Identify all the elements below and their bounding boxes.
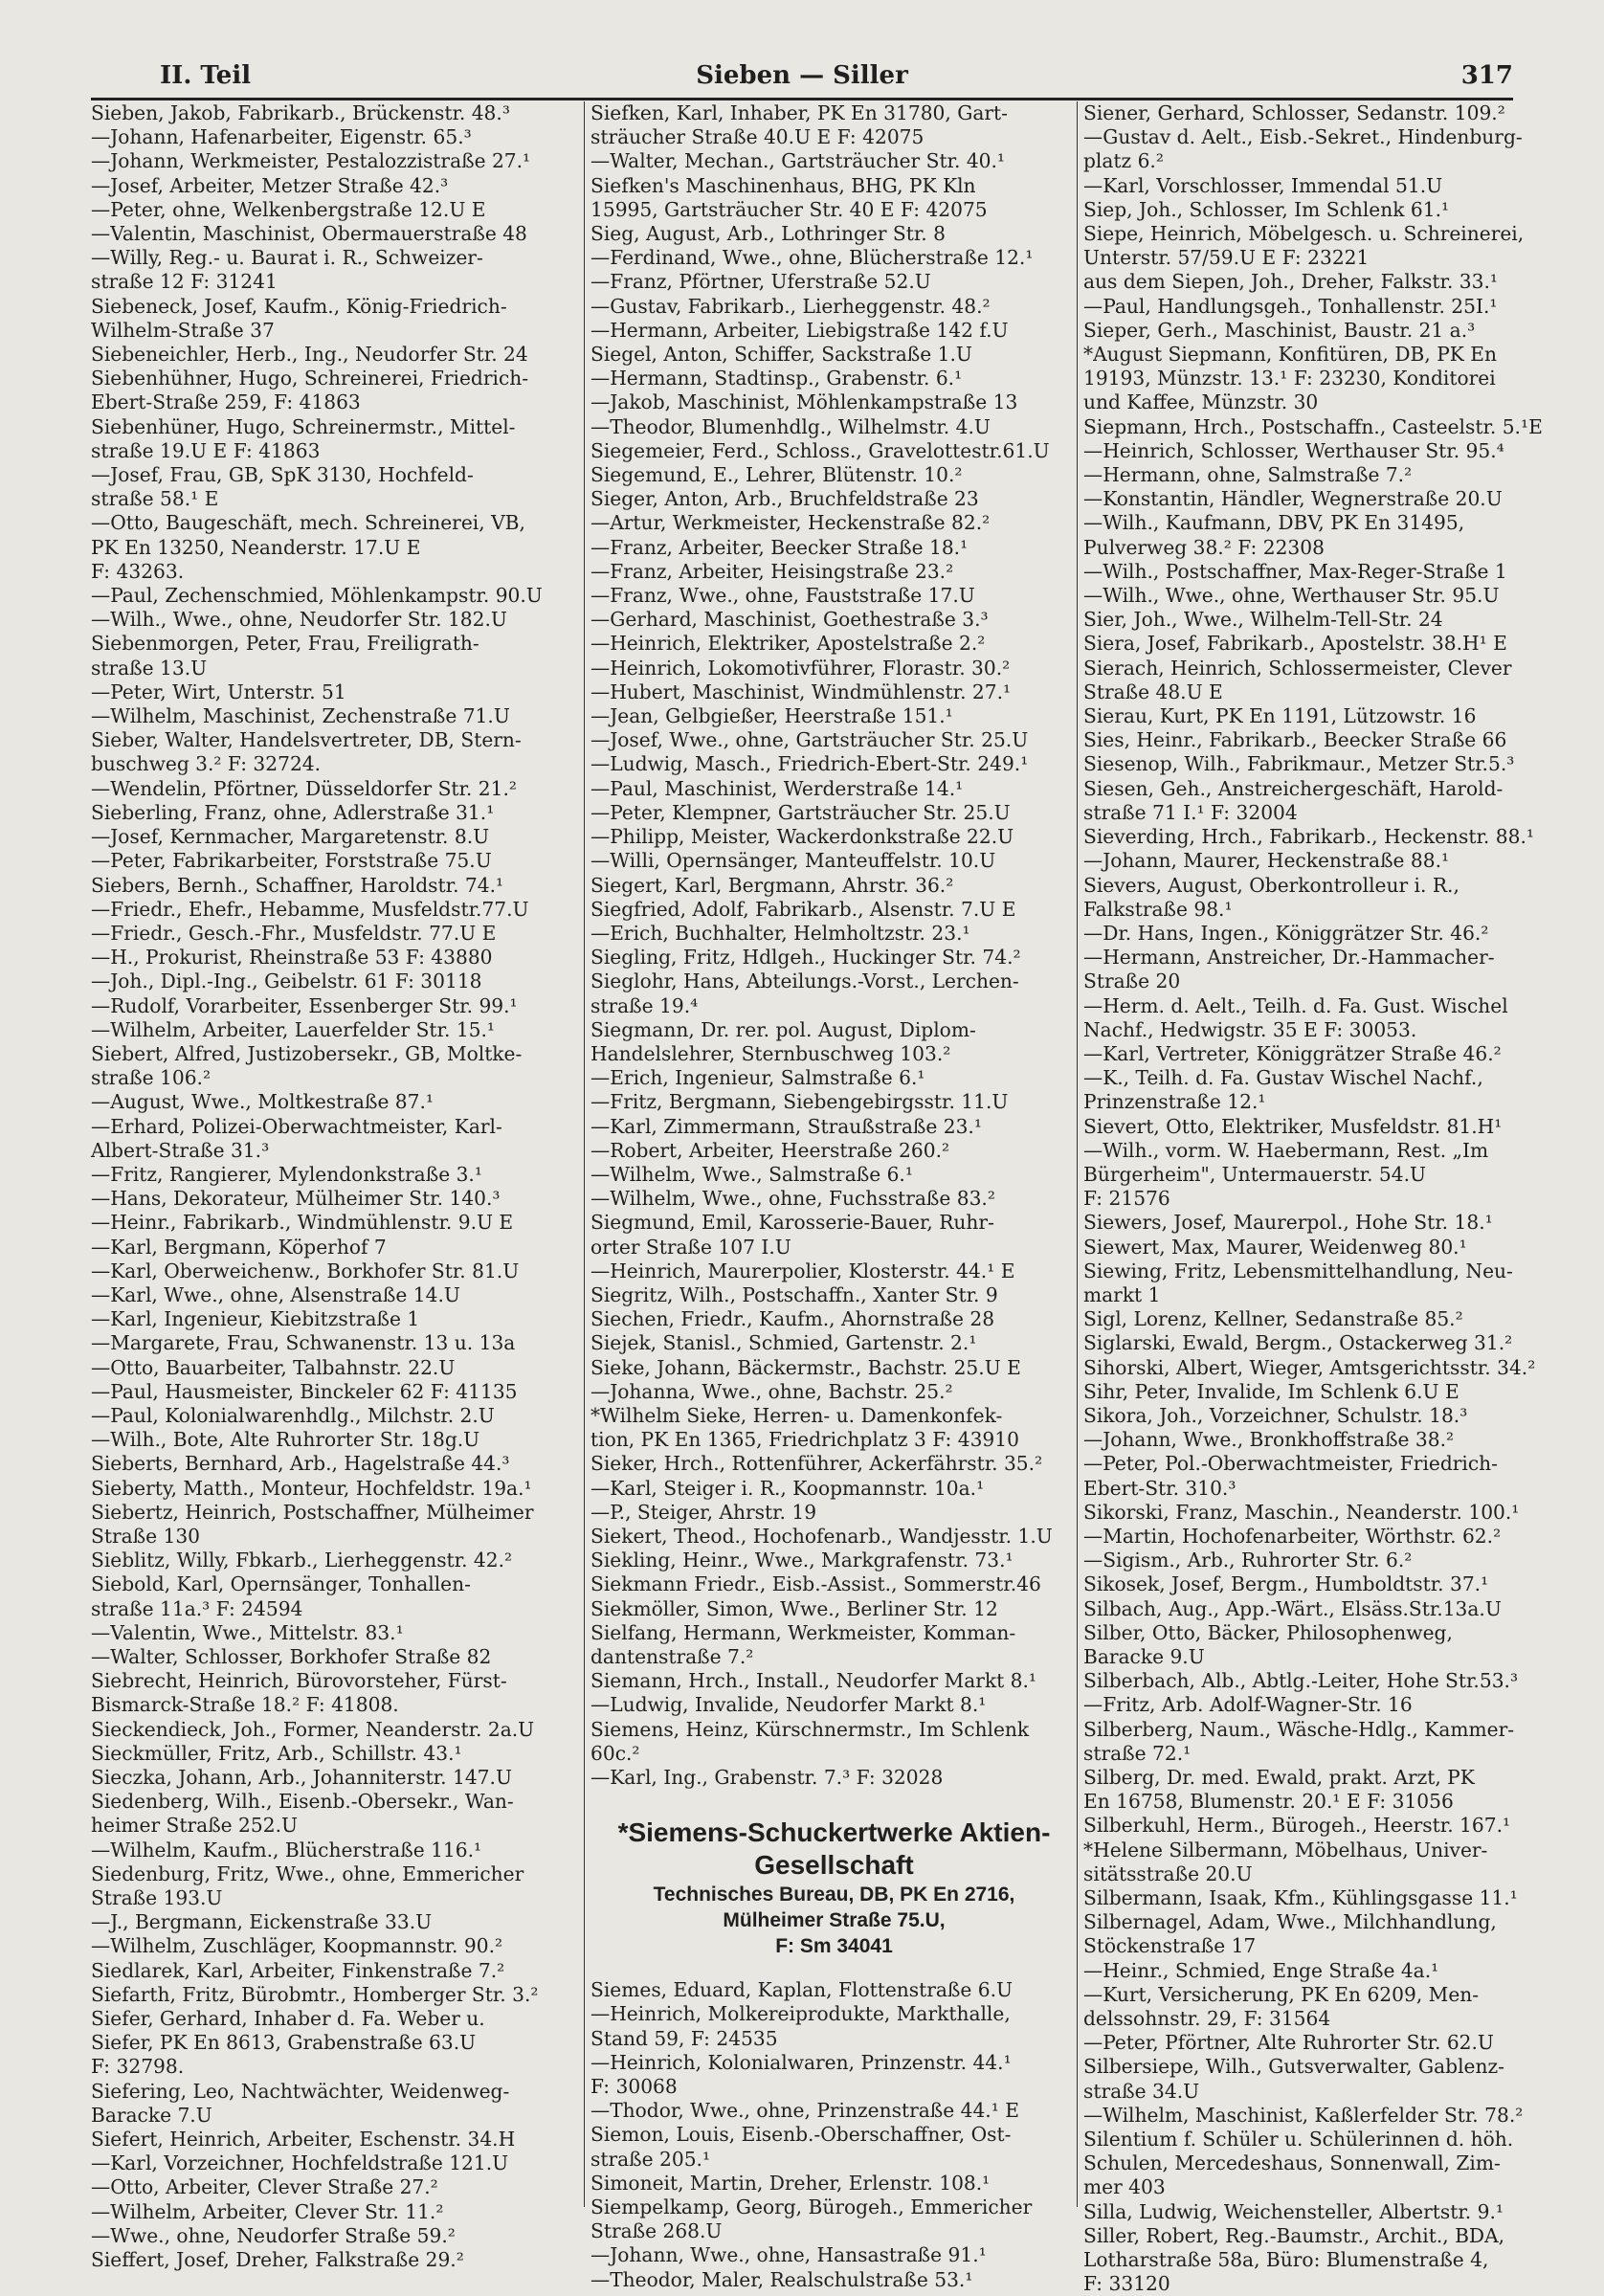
directory-entry-line: —Wilh., Bote, Alte Ruhrorter Str. 18g.U <box>91 1428 480 1452</box>
directory-entry-line: Sier, Joh., Wwe., Wilhelm-Tell-Str. 24 <box>1083 608 1443 632</box>
directory-entry-line: —Peter, Fabrikarbeiter, Forststraße 75.U <box>91 849 492 873</box>
directory-entry-line: —Erich, Buchhalter, Helmholtzstr. 23.¹ <box>590 921 970 945</box>
directory-entry-line: —Johanna, Wwe., ohne, Bachstr. 25.² <box>590 1379 953 1403</box>
directory-entry-line: —Gerhard, Maschinist, Goethestraße 3.³ <box>590 608 989 632</box>
directory-entry-line: Siebertz, Heinrich, Postschaffner, Mülheimer <box>91 1500 534 1524</box>
directory-entry-line: Siegmann, Dr. rer. pol. August, Diplom- <box>590 1017 976 1041</box>
directory-entry-line: Sigl, Lorenz, Kellner, Sedanstraße 85.² <box>1083 1307 1463 1331</box>
directory-entry-line: —Josef, Kernmacher, Margaretenstr. 8.U <box>91 825 490 849</box>
directory-entry-line: —Konstantin, Händler, Wegnerstraße 20.U <box>1083 487 1503 511</box>
directory-entry-line: —Philipp, Meister, Wackerdonkstraße 22.U <box>590 825 1014 849</box>
directory-entry-line: Silber, Otto, Bäcker, Philosophenweg, <box>1083 1620 1453 1644</box>
directory-entry-line: Siegemeier, Ferd., Schloss., Gravelottestr.61.U <box>590 438 1050 462</box>
directory-entry-line: —Valentin, Wwe., Mittelstr. 83.¹ <box>91 1620 404 1644</box>
column-1 <box>91 101 584 2272</box>
directory-entry-line: —Karl, Vorschlosser, Immendal 51.U <box>1083 173 1443 197</box>
directory-entry-line: Silbernagel, Adam, Wwe., Milchhandlung, <box>1083 1910 1497 1934</box>
directory-entry-line: Nachf., Hedwigstr. 35 E F: 30053. <box>1083 1017 1417 1041</box>
directory-entry-line: —Johann, Werkmeister, Pestalozzistraße 27.¹ <box>91 149 531 173</box>
directory-entry-line: —Karl, Ing., Grabenstr. 7.³ F: 32028 <box>590 1766 944 1790</box>
directory-entry-line: Siekert, Theod., Hochofenarb., Wandjesstr. 1.U <box>590 1524 1053 1548</box>
directory-entry-line: *Wilhelm Sieke, Herren- u. Damenkonfek- <box>590 1403 1003 1427</box>
directory-entry-line: —Friedr., Ehefr., Hebamme, Musfeldstr.77.U <box>91 897 529 921</box>
directory-entry-line: Siller, Robert, Reg.-Baumstr., Archit., BDA, <box>1083 2223 1505 2247</box>
directory-entry-line: —Friedr., Gesch.-Fhr., Musfeldstr. 77.U E <box>91 921 497 945</box>
directory-entry-line: Siesenop, Wilh., Fabrikmaur., Metzer Str.5.³ <box>1083 752 1515 776</box>
directory-entry-line: Straße 268.U <box>590 2219 723 2243</box>
directory-entry-line: —Walter, Mechan., Gartsträucher Str. 40.¹ <box>590 149 1006 173</box>
page-header <box>91 59 1513 100</box>
ad-line-1: Technisches Bureau, DB, PK En 2716, <box>653 1884 1015 1906</box>
directory-entry-line: Siegritz, Wilh., Postschaffn., Xanter Str. 9 <box>590 1282 998 1306</box>
directory-entry-line: —Otto, Baugeschäft, mech. Schreinerei, VB, <box>91 511 525 535</box>
directory-entry-line: —Heinrich, Schlosser, Werthauser Str. 95.⁴ <box>1083 438 1504 462</box>
directory-entry-line: Silberberg, Naum., Wäsche-Hdlg., Kammer- <box>1083 1717 1515 1741</box>
directory-entry-line: Siemes, Eduard, Kaplan, Flottenstraße 6.U <box>590 1978 1014 2002</box>
directory-entry-line: —Josef, Frau, GB, SpK 3130, Hochfeld- <box>91 463 474 487</box>
directory-entry-line: Siebeneck, Josef, Kaufm., König-Friedrich- <box>91 294 507 318</box>
directory-entry-line: Siebers, Bernh., Schaffner, Haroldstr. 74.¹ <box>91 873 504 897</box>
directory-entry-line: Siewing, Fritz, Lebensmittelhandlung, Neu- <box>1083 1259 1513 1282</box>
directory-entry-line: —Peter, Wirt, Unterstr. 51 <box>91 680 346 703</box>
directory-entry-line: Sierach, Heinrich, Schlossermeister, Clever <box>1083 656 1512 680</box>
directory-entry-line: Siedenburg, Fritz, Wwe., ohne, Emmericher <box>91 1861 524 1885</box>
directory-entry-line: —Theodor, Blumenhdlg., Wilhelmstr. 4.U <box>590 414 991 438</box>
directory-entry-line: Siemens, Heinz, Kürschnermstr., Im Schlenk <box>590 1717 1030 1741</box>
directory-entry-line: —Peter, Pförtner, Alte Ruhrorter Str. 62.U <box>1083 2031 1494 2055</box>
directory-entry-line: Sieczka, Johann, Arb., Johanniterstr. 147.U <box>91 1766 512 1790</box>
directory-entry-line: —Franz, Arbeiter, Heisingstraße 23.² <box>590 559 954 583</box>
directory-entry-line: Albert-Straße 31.³ <box>91 1138 270 1162</box>
directory-entry-line: —Gustav, Fabrikarb., Lierheggenstr. 48.² <box>590 294 991 318</box>
directory-entry-line: Siewers, Josef, Maurerpol., Hohe Str. 18.¹ <box>1083 1211 1493 1235</box>
directory-entry-line: Siepe, Heinrich, Möbelgesch. u. Schreinerei, <box>1083 222 1525 246</box>
directory-entry-line: —Willy, Reg.- u. Baurat i. R., Schweizer- <box>91 246 483 270</box>
directory-entry-line: —Hans, Dekorateur, Mülheimer Str. 140.³ <box>91 1187 501 1211</box>
directory-entry-line: —Wilhelm, Wwe., ohne, Fuchsstraße 83.² <box>590 1187 995 1211</box>
directory-entry-line: Ebert-Str. 310.³ <box>1083 1476 1236 1500</box>
directory-entry-line: straße 13.U <box>91 656 208 680</box>
directory-entry-line: Silberbach, Alb., Abtlg.-Leiter, Hohe Str.53.³ <box>1083 1669 1519 1693</box>
directory-entry-line: Siedenberg, Wilh., Eisenb.-Obersekr., Wan- <box>91 1790 514 1814</box>
directory-entry-line: —Heinr., Fabrikarb., Windmühlenstr. 9.U E <box>91 1211 514 1235</box>
directory-entry-line: Siefken's Maschinenhaus, BHG, PK Kln <box>590 173 976 197</box>
directory-entry-line: —Wilh., Wwe., ohne, Neudorfer Str. 182.U <box>91 608 507 632</box>
directory-entry-line: —Peter, ohne, Welkenbergstraße 12.U E <box>91 197 486 221</box>
directory-entry-line: —Paul, Maschinist, Werderstraße 14.¹ <box>590 776 964 800</box>
directory-entry-line: Siebold, Karl, Opernsänger, Tonhallen- <box>91 1572 471 1596</box>
directory-entry-line: —Karl, Ingenieur, Kiebitzstraße 1 <box>91 1307 420 1331</box>
directory-entry-line: Sieper, Gerh., Maschinist, Baustr. 21 a.³ <box>1083 318 1476 342</box>
directory-entry-line: —Heinrich, Molkereiprodukte, Markthalle, <box>590 2002 1011 2026</box>
directory-entry-line: Silberg, Dr. med. Ewald, prakt. Arzt, PK <box>1083 1766 1475 1790</box>
directory-entry-line: —Jean, Gelbgießer, Heerstraße 151.¹ <box>590 704 953 728</box>
section-label: II. Teil <box>160 61 252 90</box>
directory-entry-line: —Johann, Wwe., Bronkhoffstraße 38.² <box>1083 1428 1455 1452</box>
directory-entry-line: Sikorski, Franz, Maschin., Neanderstr. 100.¹ <box>1083 1500 1520 1524</box>
directory-entry-line: —Wendelin, Pförtner, Düsseldorfer Str. 21.² <box>91 776 517 800</box>
directory-entry-line: Siegfried, Adolf, Fabrikarb., Alsenstr. 7.U E <box>590 897 1016 921</box>
directory-entry-line: straße 71 I.¹ F: 32004 <box>1083 800 1298 824</box>
directory-entry-line: —K., Teilh. d. Fa. Gustav Wischel Nachf., <box>1083 1066 1483 1090</box>
directory-entry-line: Siekmann Friedr., Eisb.-Assist., Sommerstr.46 <box>590 1572 1041 1596</box>
directory-entry-line: —Wilh., vorm. W. Haebermann, Rest. „Im <box>1083 1138 1489 1162</box>
directory-entry-line: Baracke 7.U <box>91 2103 212 2127</box>
directory-entry-line: —Franz, Arbeiter, Beecker Straße 18.¹ <box>590 535 969 559</box>
directory-entry-line: Siebenhühner, Hugo, Schreinerei, Friedrich- <box>91 367 529 390</box>
directory-entry-line: —Erich, Ingenieur, Salmstraße 6.¹ <box>590 1066 925 1090</box>
directory-entry-line: Siep, Joh., Schlosser, Im Schlenk 61.¹ <box>1083 197 1450 221</box>
directory-entry-line: Falkstraße 98.¹ <box>1083 897 1233 921</box>
directory-entry-line: Siebenmorgen, Peter, Frau, Freiligrath- <box>91 632 479 656</box>
column-2 <box>584 101 1078 2291</box>
directory-entry-line: —Ludwig, Invalide, Neudorfer Markt 8.¹ <box>590 1693 987 1717</box>
directory-entry-line: —Gustav d. Aelt., Eisb.-Sekret., Hindenburg- <box>1083 125 1523 149</box>
directory-entry-line: Bismarck-Straße 18.² F: 41808. <box>91 1693 399 1717</box>
directory-entry-line: —Heinrich, Maurerpolier, Klosterstr. 44.¹ E <box>590 1259 1015 1282</box>
directory-entry-line: Sieberty, Matth., Monteur, Hochfeldstr. 19a.¹ <box>91 1476 532 1500</box>
directory-entry-line: —Wilhelm, Wwe., Salmstraße 6.¹ <box>590 1162 913 1186</box>
directory-entry-line: —Rudolf, Vorarbeiter, Essenberger Str. 99.¹ <box>91 993 518 1017</box>
page-title: Sieben — Siller <box>696 61 908 90</box>
directory-entry-line: F: 43263. <box>91 559 185 583</box>
directory-entry-line: —Karl, Bergmann, Köperhof 7 <box>91 1235 387 1259</box>
directory-entry-line: F: 32798. <box>91 2055 185 2079</box>
directory-entry-line: Siefken, Karl, Inhaber, PK En 31780, Gart- <box>590 101 1008 124</box>
directory-entry-line: Siekling, Heinr., Wwe., Markgrafenstr. 73.¹ <box>590 1549 1014 1572</box>
directory-entry-line: F: 21576 <box>1083 1187 1170 1211</box>
directory-entry-line: 19193, Münzstr. 13.¹ F: 23230, Konditorei <box>1083 367 1496 390</box>
directory-entry-line: —Heinrich, Lokomotivführer, Florastr. 30.² <box>590 656 1011 680</box>
directory-entry-line: —Karl, Vertreter, Königgrätzer Straße 46.² <box>1083 1041 1502 1065</box>
directory-entry-line: —Wilh., Kaufmann, DBV, PK En 31495, <box>1083 511 1465 535</box>
directory-entry-line: —Johann, Hafenarbeiter, Eigenstr. 65.³ <box>91 125 472 149</box>
directory-entry-line: —Heinrich, Elektriker, Apostelstraße 2.² <box>590 632 986 656</box>
directory-entry-line: Baracke 9.U <box>1083 1645 1205 1668</box>
directory-entry-line: Silbermann, Isaak, Kfm., Kühlingsgasse 11.¹ <box>1083 1886 1518 1910</box>
directory-entry-line: straße 34.U <box>1083 2079 1200 2103</box>
directory-entry-line: —Dr. Hans, Ingen., Königgrätzer Str. 46.² <box>1083 921 1489 945</box>
directory-entry-line: —Hermann, ohne, Salmstraße 7.² <box>1083 463 1413 487</box>
ad-line-2: Mülheimer Straße 75.U, <box>723 1909 946 1932</box>
directory-entry-line: straße 205.¹ <box>590 2147 711 2171</box>
directory-entry-line: heimer Straße 252.U <box>91 1814 299 1838</box>
directory-entry-line: 60c.² <box>590 1741 640 1765</box>
directory-entry-line: —Robert, Arbeiter, Heerstraße 260.² <box>590 1138 950 1162</box>
directory-entry-line: Siener, Gerhard, Schlosser, Sedanstr. 109.² <box>1083 101 1505 124</box>
directory-entry-line: Sielfang, Hermann, Werkmeister, Komman- <box>590 1620 1016 1644</box>
directory-entry-line: Siemann, Hrch., Install., Neudorfer Markt 8.¹ <box>590 1669 1037 1693</box>
directory-entry-line: Siejek, Stanisl., Schmied, Gartenstr. 2.¹ <box>590 1331 977 1355</box>
ad-title: *Siemens-Schuckertwerke Aktien-Gesellschaft <box>617 1817 1051 1881</box>
directory-entry-line: —Paul, Handlungsgeh., Tonhallenstr. 25I.¹ <box>1083 294 1498 318</box>
directory-entry-line: F: 30068 <box>590 2075 678 2099</box>
directory-entry-line: —Peter, Klempner, Gartsträucher Str. 25.U <box>590 800 1011 824</box>
directory-entry-line: straße 12 F: 31241 <box>91 270 278 294</box>
directory-entry-line: Siebert, Alfred, Justizobersekr., GB, Moltke- <box>91 1041 523 1065</box>
directory-entry-line: aus dem Siepen, Joh., Dreher, Falkstr. 33.¹ <box>1083 270 1498 294</box>
directory-entry-line: —Thodor, Wwe., ohne, Prinzenstraße 44.¹ E <box>590 2099 1019 2123</box>
directory-entry-line: Sieberling, Franz, ohne, Adlerstraße 31.¹ <box>91 800 495 824</box>
directory-entry-line: —H., Prokurist, Rheinstraße 53 F: 43880 <box>91 946 493 970</box>
directory-entry-line: Sieffert, Josef, Dreher, Falkstraße 29.² <box>91 2248 464 2272</box>
directory-entry-line: Simoneit, Martin, Dreher, Erlenstr. 108.¹ <box>590 2171 991 2195</box>
directory-entry-line: Siefert, Heinrich, Arbeiter, Eschenstr. 34.H <box>91 2128 516 2151</box>
directory-entry-line: —Herm. d. Aelt., Teilh. d. Fa. Gust. Wischel <box>1083 993 1508 1017</box>
directory-entry-line: —J., Bergmann, Eickenstraße 33.U <box>91 1910 433 1934</box>
directory-entry-line: Wilhelm-Straße 37 <box>91 318 275 342</box>
directory-entry-line: Siempelkamp, Georg, Bürogeh., Emmericher <box>590 2196 1033 2219</box>
directory-entry-line: —Karl, Zimmermann, Straußstraße 23.¹ <box>590 1114 982 1138</box>
directory-entry-line: Sieker, Hrch., Rottenführer, Ackerfährstr. 35.² <box>590 1452 1043 1476</box>
directory-entry-line: Sieberts, Bernhard, Arb., Hagelstraße 44.³ <box>91 1452 510 1476</box>
directory-entry-line: —Wilhelm, Arbeiter, Clever Str. 11.² <box>91 2199 444 2223</box>
directory-entry-line: *August Siepmann, Konfitüren, DB, PK En <box>1083 343 1498 367</box>
directory-entry-line: Siewert, Max, Maurer, Weidenweg 80.¹ <box>1083 1235 1467 1259</box>
siemens-advertisement <box>590 1817 1078 1959</box>
directory-entry-line: —Karl, Oberweichenw., Borkhofer Str. 81.U <box>91 1259 520 1282</box>
directory-entry-line: —Wilhelm, Zuschläger, Koopmannstr. 90.² <box>91 1934 503 1958</box>
directory-entry-line: —Heinrich, Kolonialwaren, Prinzenstr. 44.¹ <box>590 2050 1012 2074</box>
directory-entry-line: Sieckmüller, Fritz, Arb., Schillstr. 43.¹ <box>91 1741 462 1765</box>
directory-entry-line: straße 19.U E F: 41863 <box>91 438 321 462</box>
directory-entry-line: Stand 59, F: 24535 <box>590 2026 778 2050</box>
directory-entry-line: —Joh., Dipl.-Ing., Geibelstr. 61 F: 30118 <box>91 970 482 993</box>
directory-entry-line: tion, PK En 1365, Friedrichplatz 3 F: 43910 <box>590 1428 1019 1452</box>
directory-entry-line: Siechen, Friedr., Kaufm., Ahornstraße 28 <box>590 1307 995 1331</box>
directory-entry-line: —P., Steiger, Ahrstr. 19 <box>590 1500 817 1524</box>
directory-entry-line: Silbersiepe, Wilh., Gutsverwalter, Gablenz- <box>1083 2055 1504 2079</box>
directory-entry-line: Straße 20 <box>1083 970 1181 993</box>
directory-entry-line: straße 72.¹ <box>1083 1741 1192 1765</box>
directory-entry-line: platz 6.² <box>1083 149 1164 173</box>
directory-entry-line: Siegel, Anton, Schiffer, Sackstraße 1.U <box>590 343 972 367</box>
directory-entry-line: Sieke, Johann, Bäckermstr., Bachstr. 25.U E <box>590 1355 1021 1379</box>
directory-entry-line: —Wilhelm, Maschinist, Kaßlerfelder Str. 78.² <box>1083 2103 1524 2127</box>
directory-entry-line: und Kaffee, Münzstr. 30 <box>1083 390 1319 414</box>
directory-entry-line: Straße 193.U <box>91 1886 223 1910</box>
directory-entry-line: Siegert, Karl, Bergmann, Ahrstr. 36.² <box>590 873 954 897</box>
directory-entry-line: —Hubert, Maschinist, Windmühlenstr. 27.¹ <box>590 680 1012 703</box>
directory-entry-line: Sieglohr, Hans, Abteilungs.-Vorst., Lerchen- <box>590 970 1019 993</box>
directory-entry-line: —Wilh., Wwe., ohne, Werthauser Str. 95.U <box>1083 584 1500 608</box>
directory-entry-line: —Fritz, Arb. Adolf-Wagner-Str. 16 <box>1083 1693 1413 1717</box>
directory-entry-line: Handelslehrer, Sternbuschweg 103.² <box>590 1041 951 1065</box>
directory-entry-line: Sievers, August, Oberkontrolleur i. R., <box>1083 873 1459 897</box>
directory-entry-line: straße 19.⁴ <box>590 993 699 1017</box>
directory-entry-line: *Helene Silbermann, Möbelhaus, Univer- <box>1083 1838 1488 1861</box>
directory-entry-line: —Franz, Wwe., ohne, Fauststraße 17.U <box>590 584 975 608</box>
directory-entry-line: Siedlarek, Karl, Arbeiter, Finkenstraße 7.² <box>91 1958 505 1982</box>
directory-entry-line: —Walter, Schlosser, Borkhofer Straße 82 <box>91 1645 492 1668</box>
directory-entry-line: —Willi, Opernsänger, Manteuffelstr. 10.U <box>590 849 996 873</box>
directory-entry-line: —Kurt, Versicherung, PK En 6209, Men- <box>1083 1982 1480 2006</box>
directory-entry-line: mer 403 <box>1083 2175 1166 2199</box>
directory-entry-line: —Heinr., Schmied, Enge Straße 4a.¹ <box>1083 1958 1439 1982</box>
directory-entry-line: Siglarski, Ewald, Bergm., Ostackerweg 31.² <box>1083 1331 1513 1355</box>
directory-entry-line: —Peter, Pol.-Oberwachtmeister, Friedrich- <box>1083 1452 1499 1476</box>
directory-entry-line: Siegmund, Emil, Karosserie-Bauer, Ruhr- <box>590 1211 994 1235</box>
directory-entry-line: delssohnstr. 29, F: 31564 <box>1083 2007 1331 2031</box>
directory-entry-line: Siebenhüner, Hugo, Schreinermstr., Mittel- <box>91 414 516 438</box>
directory-entry-line: —Johann, Maurer, Heckenstraße 88.¹ <box>1083 849 1450 873</box>
directory-entry-line: Silentium f. Schüler u. Schülerinnen d. höh. <box>1083 2128 1514 2151</box>
directory-entry-line: —Valentin, Maschinist, Obermauerstraße 48 <box>91 222 527 246</box>
directory-entry-line: sträucher Straße 40.U E F: 42075 <box>590 125 925 149</box>
directory-entry-line: Siekmöller, Simon, Wwe., Berliner Str. 12 <box>590 1596 998 1620</box>
directory-entry-line: Pulverweg 38.² F: 22308 <box>1083 535 1325 559</box>
directory-entry-line: Sikora, Joh., Vorzeichner, Schulstr. 18.³ <box>1083 1403 1468 1427</box>
directory-entry-line: Sieblitz, Willy, Fbkarb., Lierheggenstr. 42.² <box>91 1549 513 1572</box>
directory-entry-line: Siefarth, Fritz, Bürobmtr., Homberger Str. 3.² <box>91 1982 539 2006</box>
directory-entry-line: —Ludwig, Masch., Friedrich-Ebert-Str. 249.¹ <box>590 752 1029 776</box>
directory-entry-line: —Wilhelm, Kaufm., Blücherstraße 116.¹ <box>91 1838 482 1861</box>
directory-entry-line: buschweg 3.² F: 32724. <box>91 752 322 776</box>
directory-entry-line: markt 1 <box>1083 1282 1161 1306</box>
directory-entry-line: Siegling, Fritz, Hdlgeh., Huckinger Str. 74.² <box>590 946 1021 970</box>
directory-entry-line: Straße 130 <box>91 1524 201 1548</box>
directory-entry-line: sitätsstraße 20.U <box>1083 1861 1253 1885</box>
directory-entry-line: Sievert, Otto, Elektriker, Musfeldstr. 81.H¹ <box>1083 1114 1503 1138</box>
directory-entry-line: —Paul, Hausmeister, Binckeler 62 F: 41135 <box>91 1379 518 1403</box>
directory-entry-line: —Karl, Steiger i. R., Koopmannstr. 10a.¹ <box>590 1476 985 1500</box>
directory-entry-line: —Ferdinand, Wwe., ohne, Blücherstraße 12.¹ <box>590 246 1034 270</box>
directory-entry-line: Siebeneichler, Herb., Ing., Neudorfer Str. 24 <box>91 343 528 367</box>
directory-entry-line: —Fritz, Rangierer, Mylendonkstraße 3.¹ <box>91 1162 482 1186</box>
directory-entry-line: Siebrecht, Heinrich, Bürovorsteher, Fürst- <box>91 1669 507 1693</box>
directory-entry-line: 15995, Gartsträucher Str. 40 E F: 42075 <box>590 197 988 221</box>
directory-entry-line: Siemon, Louis, Eisenb.-Oberschaffner, Ost- <box>590 2123 1012 2147</box>
directory-entry-line: —Wwe., ohne, Neudorfer Straße 59.² <box>91 2223 456 2247</box>
directory-entry-line: Sieger, Anton, Arb., Bruchfeldstraße 23 <box>590 487 979 511</box>
directory-entry-line: —Jakob, Maschinist, Möhlenkampstraße 13 <box>590 390 1018 414</box>
directory-entry-line: —Karl, Wwe., ohne, Alsenstraße 14.U <box>91 1282 460 1306</box>
directory-entry-line: straße 11a.³ F: 24594 <box>91 1596 303 1620</box>
directory-entry-line: Siefering, Leo, Nachtwächter, Weidenweg- <box>91 2079 510 2103</box>
directory-entry-line: En 16758, Blumenstr. 20.¹ E F: 31056 <box>1083 1790 1454 1814</box>
directory-entry-line: Silla, Ludwig, Weichensteller, Albertstr. 9.¹ <box>1083 2199 1504 2223</box>
directory-entry-line: Sikosek, Josef, Bergm., Humboldtstr. 37.¹ <box>1083 1572 1489 1596</box>
directory-entry-line: Ebert-Straße 259, F: 41863 <box>91 390 361 414</box>
directory-entry-line: —Paul, Zechenschmied, Möhlenkampstr. 90.U <box>91 584 543 608</box>
directory-entry-line: —Franz, Pförtner, Uferstraße 52.U <box>590 270 931 294</box>
directory-entry-line: —Wilhelm, Arbeiter, Lauerfelder Str. 15.¹ <box>91 1017 496 1041</box>
directory-entry-line: —Hermann, Arbeiter, Liebigstraße 142 f.U <box>590 318 1009 342</box>
directory-entry-line: Prinzenstraße 12.¹ <box>1083 1090 1266 1114</box>
directory-entry-line: Sieverding, Hrch., Fabrikarb., Heckenstr. 88.¹ <box>1083 825 1534 849</box>
directory-entry-line: Sihr, Peter, Invalide, Im Schlenk 6.U E <box>1083 1379 1459 1403</box>
page-number: 317 <box>1460 61 1513 90</box>
directory-entry-line: —Hermann, Stadtinsp., Grabenstr. 6.¹ <box>590 367 963 390</box>
directory-entry-line: —Johann, Wwe., ohne, Hansastraße 91.¹ <box>590 2243 987 2267</box>
directory-entry-line: —Otto, Bauarbeiter, Talbahnstr. 22.U <box>91 1355 456 1379</box>
directory-entry-line: —Theodor, Maler, Realschulstraße 53.¹ <box>590 2267 973 2291</box>
directory-entry-line: Silberkuhl, Herm., Bürogeh., Heerstr. 167.¹ <box>1083 1814 1511 1838</box>
directory-entry-line: Sieg, August, Arb., Lothringer Str. 8 <box>590 222 946 246</box>
directory-entry-line: Siera, Josef, Fabrikarb., Apostelstr. 38.H¹ E <box>1083 632 1507 656</box>
directory-entry-line: Sieckendieck, Joh., Former, Neanderstr. 2a.U <box>91 1717 535 1741</box>
directory-entry-line: —Josef, Arbeiter, Metzer Straße 42.³ <box>91 173 449 197</box>
directory-entry-line: F: 33120 <box>1083 2272 1170 2296</box>
directory-entry-line: Sieben, Jakob, Fabrikarb., Brückenstr. 48.³ <box>91 101 510 124</box>
directory-entry-line: PK En 13250, Neanderstr. 17.U E <box>91 535 421 559</box>
directory-entry-line: Stöckenstraße 17 <box>1083 1934 1257 1958</box>
ad-line-3: F: Sm 34041 <box>775 1935 893 1958</box>
directory-entry-line: —Hermann, Anstreicher, Dr.-Hammacher- <box>1083 946 1495 970</box>
directory-entry-line: —Wilh., Postschaffner, Max-Reger-Straße 1 <box>1083 559 1507 583</box>
directory-entry-line: —Margarete, Frau, Schwanenstr. 13 u. 13a <box>91 1331 516 1355</box>
directory-entry-line: —Wilhelm, Maschinist, Zechenstraße 71.U <box>91 704 510 728</box>
directory-entry-line: —August, Wwe., Moltkestraße 87.¹ <box>91 1090 434 1114</box>
directory-entry-line: Lotharstraße 58a, Büro: Blumenstraße 4, <box>1083 2248 1489 2272</box>
directory-entry-line: Schulen, Mercedeshaus, Sonnenwall, Zim- <box>1083 2151 1501 2175</box>
column-3 <box>1077 101 1543 2296</box>
directory-entry-line: —Karl, Vorzeichner, Hochfeldstraße 121.U <box>91 2151 509 2175</box>
directory-entry-line: orter Straße 107 I.U <box>590 1235 791 1259</box>
directory-entry-line: Siegemund, E., Lehrer, Blütenstr. 10.² <box>590 463 963 487</box>
directory-entry-line: —Martin, Hochofenarbeiter, Wörthstr. 62.² <box>1083 1524 1502 1548</box>
directory-entry-line: —Erhard, Polizei-Oberwachtmeister, Karl- <box>91 1114 502 1138</box>
directory-entry-line: Unterstr. 57/59.U E F: 23221 <box>1083 246 1370 270</box>
directory-entry-line: —Otto, Arbeiter, Clever Straße 27.² <box>91 2175 438 2199</box>
directory-entry-line: Siesen, Geh., Anstreichergeschäft, Harold- <box>1083 776 1504 800</box>
directory-entry-line: Sieber, Walter, Handelsvertreter, DB, Stern- <box>91 728 522 752</box>
directory-entry-line: —Fritz, Bergmann, Siebengebirgsstr. 11.U <box>590 1090 1009 1114</box>
directory-entry-line: —Paul, Kolonialwarenhdlg., Milchstr. 2.U <box>91 1403 495 1427</box>
directory-entry-line: Sies, Heinr., Fabrikarb., Beecker Straße 66 <box>1083 728 1507 752</box>
directory-entry-line: Straße 48.U E <box>1083 680 1223 703</box>
directory-entry-line: Siefer, Gerhard, Inhaber d. Fa. Weber u. <box>91 2007 485 2031</box>
directory-entry-line: —Sigism., Arb., Ruhrorter Str. 6.² <box>1083 1549 1413 1572</box>
directory-entry-line: Sierau, Kurt, PK En 1191, Lützowstr. 16 <box>1083 704 1477 728</box>
directory-entry-line: dantenstraße 7.² <box>590 1645 754 1668</box>
directory-entry-line: Siepmann, Hrch., Postschaffn., Casteelstr. 5.¹E <box>1083 414 1543 438</box>
directory-entry-line: —Artur, Werkmeister, Heckenstraße 82.² <box>590 511 991 535</box>
directory-entry-line: Silbach, Aug., App.-Wärt., Elsäss.Str.13a.U <box>1083 1596 1502 1620</box>
directory-entry-line: Sihorski, Albert, Wieger, Amtsgerichtsstr. 34.² <box>1083 1355 1536 1379</box>
directory-entry-line: Siefer, PK En 8613, Grabenstraße 63.U <box>91 2031 477 2055</box>
directory-entry-line: straße 106.² <box>91 1066 212 1090</box>
directory-entry-line: —Josef, Wwe., ohne, Gartsträucher Str. 25.U <box>590 728 1029 752</box>
directory-entry-line: straße 58.¹ E <box>91 487 219 511</box>
directory-entry-line: Bürgerheim", Untermauerstr. 54.U <box>1083 1162 1427 1186</box>
